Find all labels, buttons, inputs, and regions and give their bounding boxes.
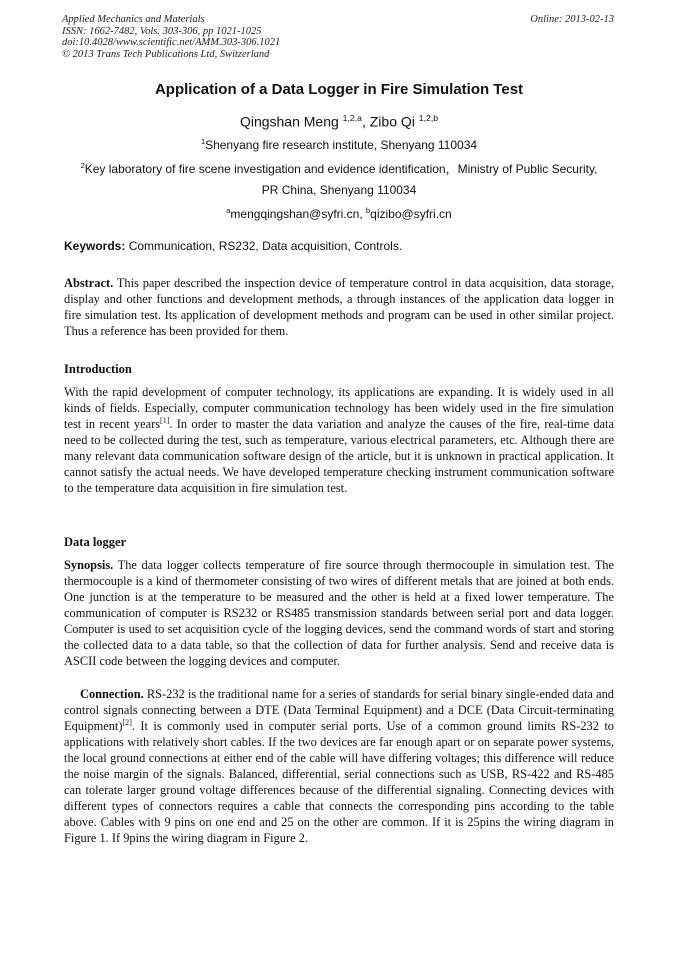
doi-line: doi:10.4028/www.scientific.net/AMM.303-306.1021 [62, 37, 281, 48]
email-superscript: a [226, 206, 231, 215]
affiliation-1 [0, 137, 678, 152]
section-heading-data-logger: Data logger [64, 535, 127, 549]
introduction-text: With the rapid development of computer technology, its applications are expanding. It is widely used in all kinds of fields. Especially, computer communication technology has been widely used in the fire simulation test in recent years [64, 385, 614, 431]
author-name: Zibo Qi [369, 113, 415, 130]
affiliation-superscript: 2 [80, 161, 85, 170]
email-superscript: b [366, 206, 371, 215]
author-superscript: 1,2,a [342, 113, 362, 123]
author-line [0, 113, 678, 130]
citation-ref: [2] [122, 717, 132, 727]
affiliation-2 [0, 160, 678, 177]
affiliation-text: Shenyang fire research institute, Shenyang 110034 [205, 138, 478, 152]
keywords [64, 239, 402, 253]
author-superscript: 1,2,b [418, 113, 439, 123]
issn-line: ISSN: 1662-7482, Vols. 303-306, pp 1021-1025 [62, 25, 262, 37]
introduction-text: . In order to master the data variation and analyze the causes of the fire, real-time data need to be collected during the test, such as temperature, various electrical parameters, etc. Although there are many relevant data communication software design of the article, but it is unknown in practical application. It cannot satisfy the actual needs. We have developed temperature checking instrument communication software to the temperature data acquisition in fire simulation test. [64, 417, 614, 495]
abstract-paragraph [64, 275, 614, 339]
journal-name: Applied Mechanics and Materials [62, 14, 205, 25]
connection-paragraph [64, 686, 614, 846]
synopsis-label: Synopsis. [64, 558, 114, 572]
abstract-label: Abstract. [64, 276, 114, 290]
email-address: qizibo@syfri.cn [370, 207, 452, 221]
introduction-paragraph [64, 384, 614, 496]
author-name: Qingshan Meng [239, 113, 339, 130]
connection-label: Connection. [80, 687, 144, 701]
affiliation-text: Key laboratory of fire scene investigation and evidence identification，Ministry of Public Security, [84, 162, 598, 176]
connection-text: RS-232 is the traditional name for a series of standards for serial binary single-ended data and control signals connecting between a DTE (Data Terminal Equipment) and a DCE (Data Circuit-terminating Equipment) [64, 687, 614, 733]
section-heading-introduction: Introduction [64, 362, 132, 376]
author-emails [0, 206, 678, 221]
keywords-text: Communication, RS232, Data acquisition, Controls. [125, 239, 403, 253]
email-address: mengqingshan@syfri.cn, [230, 207, 367, 221]
synopsis-paragraph [64, 557, 614, 669]
paper-title: Application of a Data Logger in Fire Simulation Test [154, 81, 524, 98]
author-separator: , [361, 113, 370, 130]
abstract-text: This paper described the inspection device of temperature control in data acquisition, data storage, display and other functions and development methods, a through instances of the application data logger in fire simulation test. Its application of development methods and program can be used in other similar project. Thus a reference has been provided for them. [64, 276, 614, 338]
affiliation-superscript: 1 [200, 137, 206, 146]
synopsis-text: The data logger collects temperature of fire source through thermocouple in simulation test. The thermocouple is a kind of thermometer consisting of two wires of different metals that are joined at both ends. One junction is at the temperature to be measured and the other is held at a fixed lower temperature. The communication of computer is RS232 or RS485 transmission standards between serial port and data logger. Computer is used to set acquisition cycle of the logging devices, send the command words of start and storing the collected data to a data table, so that the collection of data for further analysis. Send and receive data is ASCII code between the logging devices and computer. [64, 558, 614, 668]
keywords-label: Keywords: [64, 239, 126, 253]
connection-text: . It is commonly used in computer serial ports. Use of a common ground limits RS-232 to applications with relatively short cables. If the two devices are far enough apart or on separate power systems, the local ground connections at either end of the cable will have differing voltages; this difference will reduce the noise margin of the signals. Balanced, differential, serial connections such as USB, RS-422 and RS-485 can tolerate larger ground voltage differences because of the differential signaling. Connecting devices with different types of connectors requires a cable that connects the corresponding pins according to the table above. Cables with 9 pins on one end and 25 on the other are common. If it is 25pins the wiring diagram in Figure 1. If 9pins the wiring diagram in Figure 2. [64, 719, 614, 845]
journal-header [62, 14, 280, 60]
affiliation-2-continued: PR China, Shenyang 110034 [261, 183, 417, 197]
online-date: Online: 2013-02-13 [530, 14, 614, 25]
copyright-line: © 2013 Trans Tech Publications Ltd, Switzerland [62, 48, 270, 60]
citation-ref: [1] [160, 415, 170, 425]
